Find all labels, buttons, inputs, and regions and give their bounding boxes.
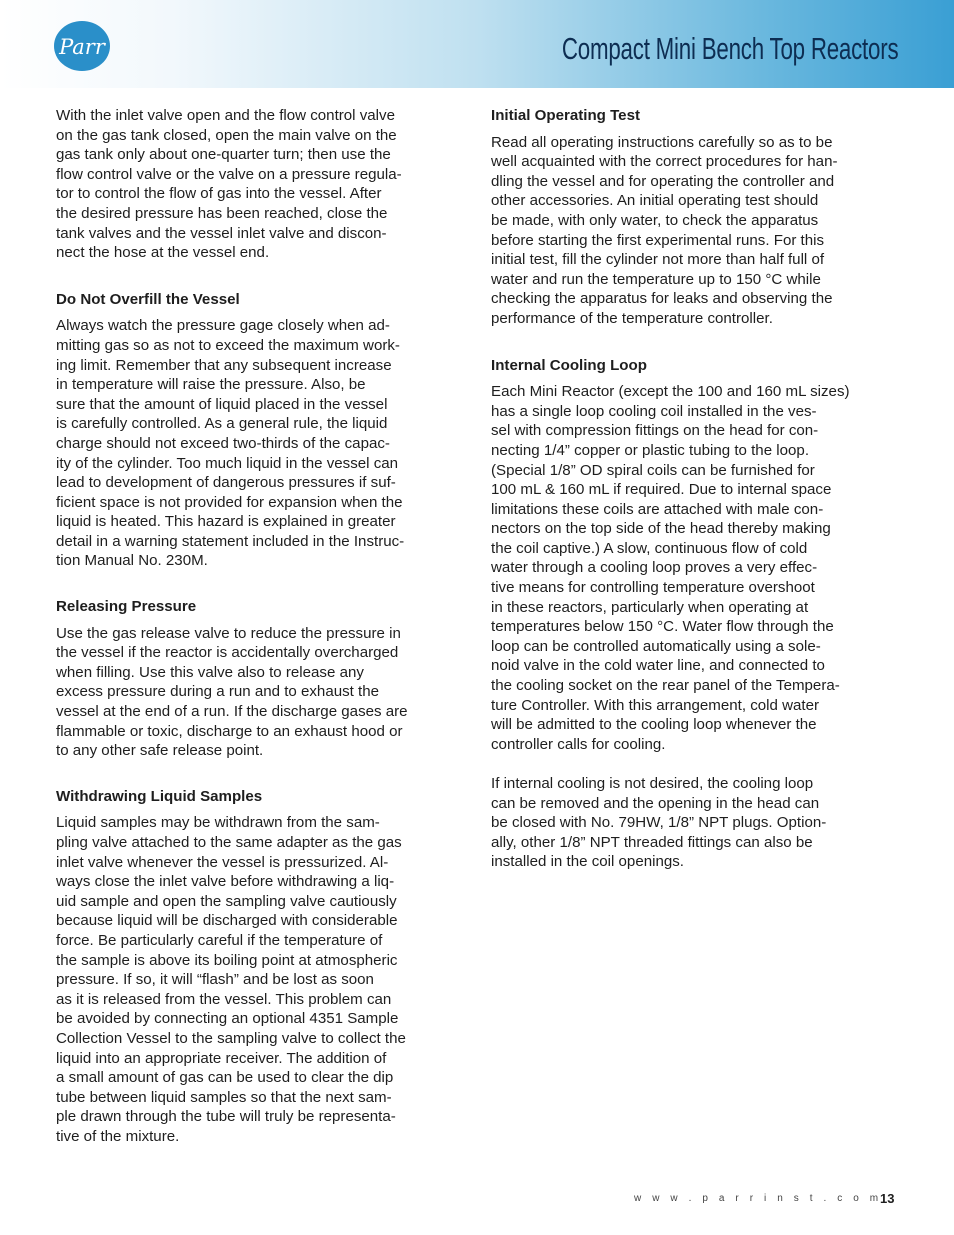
text-line: With the inlet valve open and the flow control valve — [56, 107, 395, 124]
footer-url: w w w . p a r r i n s t . c o m — [634, 1193, 883, 1204]
text-line: be closed with No. 79HW, 1/8” NPT plugs. Option- — [491, 814, 827, 832]
text-line: is carefully controlled. As a general rule, the liquid — [56, 415, 388, 433]
text-line: water and run the temperature up to 150 °C while — [491, 270, 821, 288]
text-line: noid valve in the cold water line, and connected to — [491, 657, 825, 675]
text-line: well acquainted with the correct procedures for han- — [491, 153, 838, 171]
text-line: tor to control the flow of gas into the vessel. After — [56, 185, 382, 203]
text-line: inlet valve whenever the vessel is pressurized. Al- — [56, 853, 389, 871]
page-number: 13 — [880, 1191, 895, 1206]
parr-logo-script — [56, 29, 108, 63]
text-line: lead to development of dangerous pressures if suf- — [56, 474, 396, 492]
text-line: Each Mini Reactor (except the 100 and 160 mL sizes) — [491, 383, 850, 401]
text-line: uid sample and open the sampling valve cautiously — [56, 892, 397, 910]
text-line: necting 1/4” copper or plastic tubing to the loop. — [491, 441, 810, 459]
text-line: the vessel if the reactor is accidentally overcharged — [56, 644, 399, 662]
parr-logo — [54, 21, 110, 71]
text-line: liquid into an appropriate receiver. The addition of — [56, 1049, 387, 1067]
text-line: performance of the temperature controller. — [491, 309, 773, 327]
text-line: ally, other 1/8” NPT threaded fittings can also be — [491, 833, 813, 851]
text-line: will be admitted to the cooling loop whenever the — [491, 716, 817, 734]
text-line: sel with compression fittings on the head for con- — [491, 422, 819, 440]
text-line: (Special 1/8” OD spiral coils can be furnished for — [491, 461, 815, 479]
text-line: charge should not exceed two-thirds of the capac- — [56, 434, 390, 452]
left-column — [56, 106, 466, 1147]
text-line: a small amount of gas can be used to clear the dip — [56, 1069, 394, 1087]
text-line: gas tank only about one-quarter turn; then use the — [56, 146, 391, 164]
text-line: in these reactors, particularly when operating at — [491, 598, 809, 616]
text-line: the cooling socket on the rear panel of the Tempera- — [491, 677, 840, 695]
text-line: loop can be controlled automatically using a sole- — [491, 637, 821, 655]
releasing-heading: Releasing Pressure — [56, 598, 197, 616]
releasing-paragraph — [56, 624, 466, 761]
text-line: tion Manual No. 230M. — [56, 552, 208, 570]
text-line: in temperature will raise the pressure. Also, be — [56, 376, 366, 394]
text-line: flow control valve or the valve on a pressure regula- — [56, 165, 402, 183]
text-line: checking the apparatus for leaks and observing the — [491, 290, 833, 308]
text-line: ity of the cylinder. Too much liquid in the vessel can — [56, 454, 399, 472]
intro-paragraph — [56, 106, 466, 263]
page-header — [0, 0, 954, 88]
text-line: ture Controller. With this arrangement, cold water — [491, 696, 820, 714]
text-line: vessel at the end of a run. If the discharge gases are — [56, 703, 408, 721]
text-line: mitting gas so as not to exceed the maximum work- — [56, 336, 400, 354]
text-line: If internal cooling is not desired, the cooling loop — [491, 775, 814, 792]
text-line: be made, with only water, to check the apparatus — [491, 211, 819, 229]
text-line: detail in a warning statement included in the Instruc- — [56, 532, 405, 550]
text-line: tube between liquid samples so that the next sam- — [56, 1088, 392, 1106]
cooling-heading: Internal Cooling Loop — [491, 356, 647, 374]
text-line: sure that the amount of liquid placed in the vessel — [56, 395, 388, 413]
cooling-paragraph — [491, 382, 901, 754]
text-line: on the gas tank closed, open the main valve on the — [56, 126, 397, 144]
text-line: pling valve attached to the same adapter as the gas — [56, 834, 402, 851]
text-line: Use the gas release valve to reduce the pressure in — [56, 624, 401, 642]
withdrawing-heading: Withdrawing Liquid Samples — [56, 787, 263, 805]
text-line: other accessories. An initial operating test should — [491, 192, 819, 210]
text-line: ways close the inlet valve before withdrawing a liq- — [56, 873, 395, 891]
text-line: installed in the coil openings. — [491, 853, 684, 871]
text-line: limitations these coils are attached with male con- — [491, 500, 824, 518]
text-line: controller calls for cooling. — [491, 735, 666, 753]
text-line: force. Be particularly careful if the temperature of — [56, 931, 383, 949]
text-line: because liquid will be discharged with considerable — [56, 912, 398, 930]
text-line: when filling. Use this valve also to release any — [56, 663, 364, 681]
overfill-heading: Do Not Overfill the Vessel — [56, 290, 240, 308]
text-line: Read all operating instructions carefully so as to be — [491, 133, 833, 151]
text-line: tive means for controlling temperature overshoot — [491, 579, 815, 597]
text-line: nect the hose at the vessel end. — [56, 244, 270, 262]
initial-test-paragraph — [491, 133, 901, 329]
text-line: can be removed and the opening in the head can — [491, 794, 820, 812]
cooling-paragraph-2 — [491, 774, 901, 872]
text-line: has a single loop cooling coil installed in the ves- — [491, 402, 817, 420]
text-line: Always watch the pressure gage closely when ad- — [56, 317, 390, 335]
text-line: be avoided by connecting an optional 4351 Sample — [56, 1010, 399, 1028]
text-line: pressure. If so, it will “flash” and be lost as soon — [56, 971, 374, 989]
text-line: the coil captive.) A slow, continuous flow of cold — [491, 539, 808, 557]
svg-text:Parr: Parr — [59, 35, 105, 59]
text-line: temperatures below 150 °C. Water flow through the — [491, 618, 834, 636]
text-line: ing limit. Remember that any subsequent increase — [56, 356, 392, 374]
text-line: tank valves and the vessel inlet valve and discon- — [56, 224, 387, 242]
text-line: initial test, fill the cylinder not more than half full of — [491, 251, 825, 269]
text-line: excess pressure during a run and to exhaust the — [56, 683, 380, 701]
text-line: the desired pressure has been reached, close the — [56, 204, 388, 222]
text-line: flammable or toxic, discharge to an exhaust hood or — [56, 722, 403, 740]
withdrawing-paragraph — [56, 813, 466, 1146]
text-line: as it is released from the vessel. This problem can — [56, 990, 392, 1008]
text-line: liquid is heated. This hazard is explained in greater — [56, 513, 396, 531]
initial-test-heading: Initial Operating Test — [491, 107, 640, 124]
text-line: Liquid samples may be withdrawn from the sam- — [56, 814, 380, 832]
right-column — [491, 106, 901, 872]
text-line: water through a cooling loop proves a very effec- — [491, 559, 818, 577]
text-line: dling the vessel and for operating the controller and — [491, 172, 835, 190]
text-line: 100 mL & 160 mL if required. Due to internal space — [491, 481, 832, 499]
text-line: the sample is above its boiling point at atmospheric — [56, 951, 398, 969]
text-line: ficient space is not provided for expansion when the — [56, 493, 403, 511]
overfill-paragraph — [56, 316, 466, 571]
text-line: tive of the mixture. — [56, 1127, 180, 1145]
text-line: Collection Vessel to the sampling valve to collect the — [56, 1029, 406, 1047]
text-line: nectors on the top side of the head thereby making — [491, 520, 831, 538]
text-line: ple drawn through the tube will truly be representa- — [56, 1108, 396, 1126]
page-title: Compact Mini Bench Top Reactors — [561, 31, 898, 66]
text-line: to any other safe release point. — [56, 742, 264, 760]
text-line: before starting the first experimental runs. For this — [491, 231, 825, 249]
